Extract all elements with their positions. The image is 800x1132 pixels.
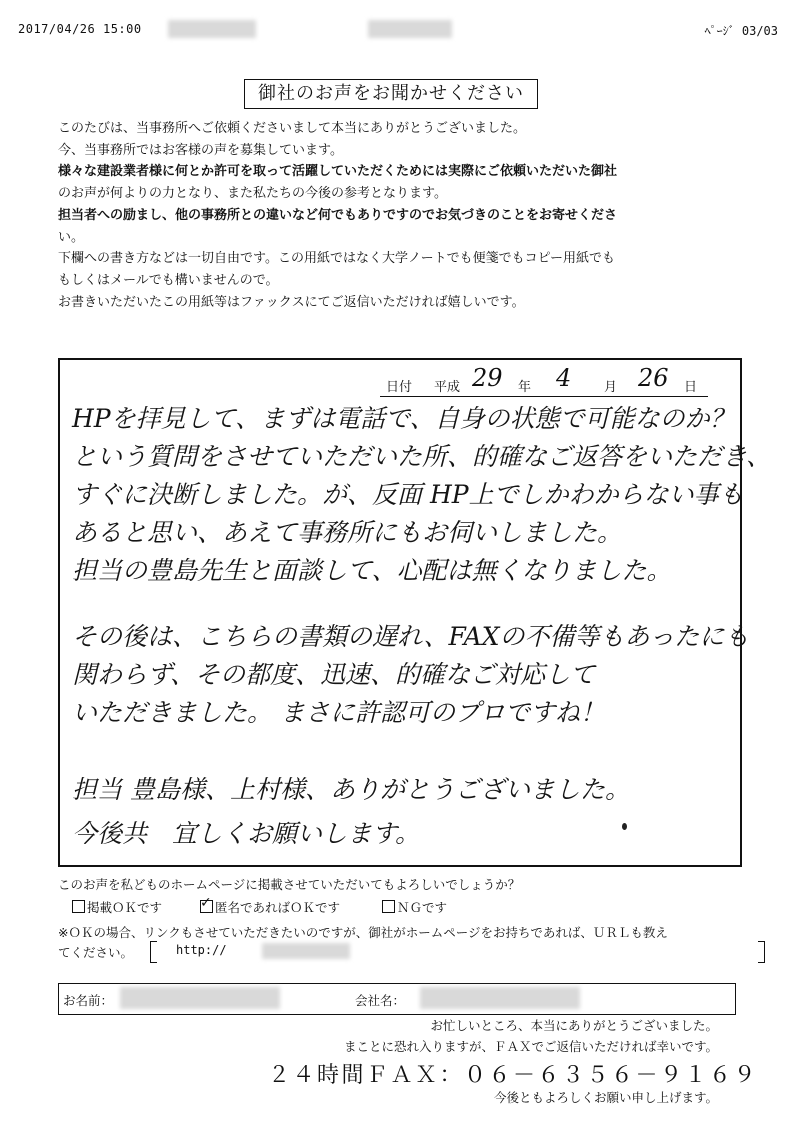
intro-line: 様々な建設業者様に何とか許可を取って活躍していただくためには実際にご依頼いただいた御社 [58,164,618,180]
url-note-line: てください。 [58,945,134,960]
url-value: http:// [176,943,227,957]
option-ok-label: 掲載ＯＫです [87,900,163,915]
date-month: 4 [556,364,572,392]
handwritten-line: すぐに決断しました。が、反面 HP上でしかわからない事も [72,480,744,509]
checkbox-checked-icon[interactable] [200,900,213,913]
handwritten-line: 担当の豊島先生と面談して、心配は無くなりました。 [72,556,672,585]
option-ng-label: ＮＧです [397,900,448,915]
handwritten-line: HPを拝見して、まずは電話で、自身の状態で可能なのか？ [72,404,735,433]
fax-timestamp: 2017/04/26 15:00 [18,22,142,36]
page-title: 御社のお声をお聞かせください [244,79,538,109]
handwritten-line: 関わらず、その都度、迅速、的確なご対応して [72,660,596,689]
date-day-unit: 日 [684,380,698,395]
checkbox-icon[interactable] [382,900,395,913]
bracket-right [758,941,765,963]
date-day: 26 [638,364,669,392]
handwritten-line: その後は、こちらの書類の遅れ、FAXの不備等もあったにも [72,622,750,651]
bracket-left [150,941,157,963]
checkbox-icon[interactable] [72,900,85,913]
intro-line: お書きいただいたこの用紙等はファックスにてご返信いただければ嬉しいです。 [58,294,525,310]
intro-line: い。 [58,229,85,245]
intro-line: 今、当事務所ではお客様の声を募集しています。 [58,142,343,158]
option-anonymous-label: 匿名であればＯＫです [215,900,341,915]
publish-question: このお声を私どものホームページに掲載させていただいてもよろしいでしょうか？ [58,877,521,892]
closing-regards: 今後ともよろしくお願い申し上げます。 [493,1090,718,1105]
date-label: 日付 [386,380,413,395]
date-year-unit: 年 [518,380,532,395]
handwritten-line: 担当 豊島様、上村様、ありがとうございました。 [72,775,630,804]
url-field [58,941,718,965]
company-label: 会社名： [355,993,406,1008]
intro-line: 下欄への書き方などは一切自由です。この用紙ではなく大学ノートでも便箋でもコピー用紙でも [58,251,616,267]
intro-text [58,118,758,313]
intro-line: のお声が何よりの力となり、また私たちの今後の参考となります。 [58,186,447,202]
option-ok[interactable] [72,898,162,916]
handwritten-line: という質問をさせていただいた所、的確なご返答をいただき、 [72,442,772,471]
redacted-sender-number [368,20,452,38]
redacted-name [120,987,280,1009]
closing-thanks: お忙しいところ、本当にありがとうございました。 [430,1018,718,1033]
closing-request: まことに恐れ入りますが、ＦＡＸでご返信いただければ幸いです。 [343,1039,718,1054]
fax-number: ２４時間ＦＡＸ：０６－６３５６－９１６９ [268,1063,759,1088]
intro-line: 担当者への励まし、他の事務所との違いなど何でもありですのでお気づきのことをお寄せくださ [58,207,618,223]
handwritten-paragraph-1 [72,400,772,590]
ink-mark [622,823,627,830]
handwritten-line: 今後共 宜しくお願いします。 [72,819,421,848]
name-label: お名前： [63,993,114,1008]
handwritten-line: あると思い、あえて事務所にもお伺いしました。 [72,518,623,547]
fax-page-number: ﾍﾟｰｼﾞ 03/03 [704,24,778,38]
date-era: 平成 [434,380,461,395]
intro-line: このたびは、当事務所へご依頼くださいまして本当にありがとうございました。 [58,121,527,136]
date-field [380,364,708,397]
redacted-url [262,943,350,959]
url-note [58,922,758,943]
redacted-company [420,987,580,1009]
intro-line: もしくはメールでも構いませんので。 [58,272,279,288]
option-ng[interactable] [382,898,447,916]
handwritten-paragraph-2 [72,618,750,732]
handwritten-line: いただきました。 まさに許認可のプロですね！ [72,698,605,727]
option-anonymous-ok[interactable] [200,898,340,916]
redacted-sender [168,20,256,38]
date-month-unit: 月 [604,380,618,395]
url-note-line: ※ＯＫの場合、リンクもさせていただきたいのですが、御社がホームページをお持ちであれば、ＵＲＬも教え [58,925,668,940]
date-year: 29 [472,364,503,392]
handwritten-paragraph-3 [72,768,732,856]
